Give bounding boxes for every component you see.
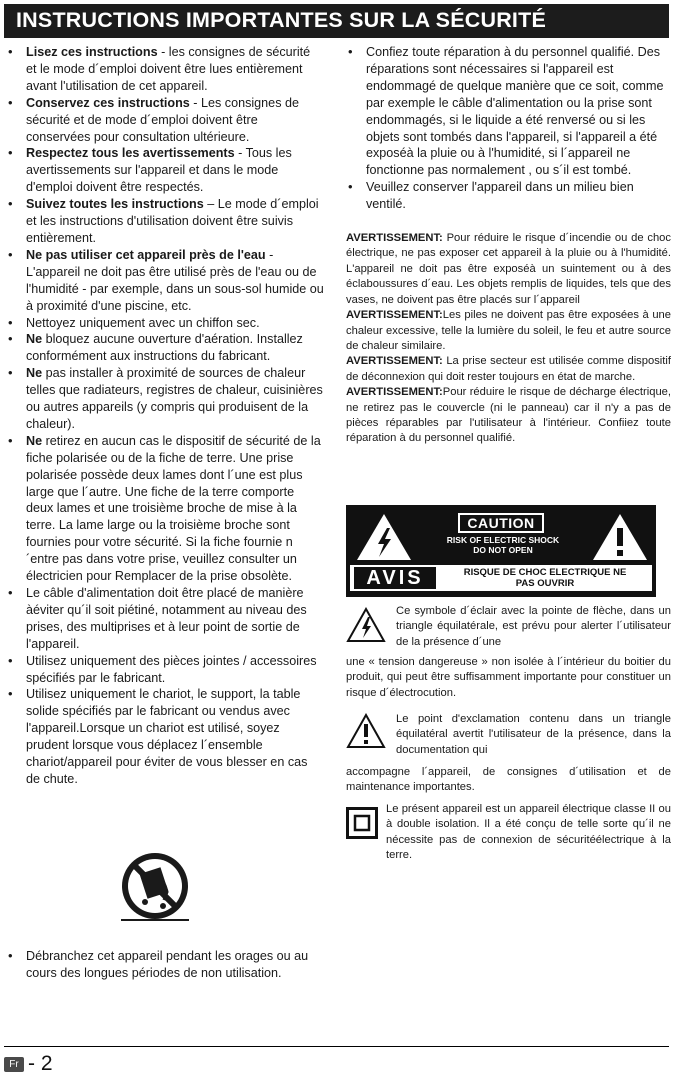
lightning-triangle-icon (354, 511, 414, 563)
caution-label (346, 505, 656, 597)
list-item: • Nettoyez uniquement avec un chiffon sec. (6, 315, 324, 332)
list-item: • Le câble d'alimentation doit être placé de manière àéviter qu´il soit piétiné, notamment au niveau des prises, des multiprises et à leur point de sortie de l'appareil. (6, 585, 324, 653)
exclamation-triangle-icon (590, 511, 650, 563)
list-item: • Ne pas utiliser cet appareil près de l'eau - L'appareil ne doit pas être utilisé près de l'eau ou de l'humidité - par exemple, dans un sous-sol humide ou à proximité d'une piscine, etc. (6, 247, 324, 315)
page-header (4, 4, 669, 38)
caution-banner: CAUTION (458, 513, 544, 533)
list-item: • Respectez tous les avertissements - Tous les avertissements sur l'appareil et dans le mode d'emploi doivent être respectés. (6, 145, 324, 196)
exclamation-triangle-icon (346, 713, 386, 749)
left-column (6, 44, 324, 788)
avis-label: AVIS (354, 567, 436, 589)
list-item: • Confiez toute réparation à du personnel qualifié. Des réparations sont nécessaires si l'appareil est endommagé de quelque manière que ce soit, comme par exemple le câble d'alimentation ou la prise sont endommagés, si le liquide a été renversé ou si les objets sont tombés dans l'appareil, si l'appareil a été exposéà la pluie ou à l'humidité, si l´appareil ne fonctionne pas normalement , ou s´il est tombé. (346, 44, 671, 179)
page-title: INSTRUCTIONS IMPORTANTES SUR LA SÉCURITÉ (16, 8, 546, 32)
warning-paragraph: AVERTISSEMENT: Pour réduire le risque d´incendie ou de choc électrique, ne pas exposer cet appareil à la pluie ou à l'humidité. L'appareil ne doit pas être exposéà un suintement ou à des éclaboussures d´eau. Les objets remplis de liquides, tels que des vases, ne doivent pas être placés sur l´appareil (346, 232, 671, 306)
page-number: - 2 (28, 1052, 53, 1075)
risk-text: RISK OF ELECTRIC SHOCK DO NOT OPEN (446, 535, 560, 555)
list-item: • Ne bloquez aucune ouverture d'aération. Installez conformément aux instructions du fabricant. (6, 331, 324, 365)
right-column (346, 44, 671, 447)
warning-paragraph: AVERTISSEMENT: La prise secteur est utilisée comme dispositif de déconnexion qui doit rester toujours en état de marche. (346, 355, 671, 383)
list-item: • Ne retirez en aucun cas le dispositif de sécurité de la fiche polarisée ou de la fiche de terre. Une prise polarisée possède deux lames dont l´une est plus large que l´autre. Une fiche de la terre comporte deux lames et une troisième broche de mise à la terre. La lame large ou la troisième broche sont fournies pour votre sécurité. Si la fiche fournie n´entre pas dans votre prise, veuillez consulter un électricien pour Remplacer de la prise obsolète. (6, 433, 324, 585)
warning-paragraph: AVERTISSEMENT:Les piles ne doivent pas être exposées à une chaleur excessive, telle la lumière du soleil, le feu et autre source de chaleur similaire. (346, 309, 671, 352)
right-safety-list (346, 44, 671, 213)
double-square-icon (346, 807, 378, 839)
lightning-explanation-cont: une « tension dangereuse » non isolée à l´intérieur du boitier du produit, qui peut être suffisamment importante pour constituer un risque d´électrocution. (346, 656, 671, 699)
list-item: • Suivez toutes les instructions – Le mode d´emploi et les instructions d'utilisation doivent être suivis entièrement. (6, 196, 324, 247)
list-item: • Ne pas installer à proximité de sources de chaleur telles que radiateurs, registres de chaleur, cuisinières ou autres appareils (y compris qui produisent de la chaleur). (6, 365, 324, 433)
exclamation-explanation-cont: accompagne l´appareil, de consignes d´utilisation et de maintenance importantes. (346, 766, 671, 794)
bottom-list (6, 948, 324, 982)
lightning-triangle-icon (346, 607, 386, 643)
language-badge: Fr (4, 1057, 24, 1072)
list-item: • Veuillez conserver l'appareil dans un milieu bien ventilé. (346, 179, 671, 213)
cart-tipover-icon (115, 848, 195, 924)
exclamation-explanation: Le point d'exclamation contenu dans un triangle équilatéral avertit l'utilisateur de la présence, dans la documentation qui (396, 713, 671, 756)
list-item: • Utilisez uniquement le chariot, le support, la table solide spécifiés par le fabricant ou vendus avec l'appareil.Lorsque un chariot est utilisé, soyez prudent lorsque vous déplacez l´ensemble chariot/appareil pour éviter de vous blesser en cas de chute. (6, 686, 324, 787)
footer-divider (4, 1046, 669, 1047)
warnings-block (346, 231, 671, 447)
list-item: • Débranchez cet appareil pendant les orages ou au cours des longues périodes de non utilisation. (6, 948, 324, 982)
list-item: • Conservez ces instructions - Les consignes de sécurité et de mode d´emploi doivent être conservées pour consultation ultérieure. (6, 95, 324, 146)
safety-list (6, 44, 324, 788)
avis-text: RISQUE DE CHOC ELECTRIQUE NE PAS OUVRIR (463, 567, 627, 589)
list-item: • Lisez ces instructions - les consignes de sécurité et le mode d´emploi doivent être lues entièrement avant l'utilisation de cet appareil. (6, 44, 324, 95)
list-item: • Utilisez uniquement des pièces jointes / accessoires spécifiés par le fabricant. (6, 653, 324, 687)
warning-paragraph: AVERTISSEMENT:Pour réduire le risque de décharge électrique, ne retirez pas le couvercle (ni le panneau) car il n'y a pas de pièces réparables par l'utilisateur à l'intérieur. Confiiez toute réparation à du personnel qualifié. (346, 386, 671, 445)
double-insulation-explanation: Le présent appareil est un appareil électrique classe II ou à double isolation. Il a été conçu de telle sorte qu´il ne nécessite pas de connexion de sécuritéélectrique à la terre. (386, 803, 671, 862)
lightning-explanation: Ce symbole d´éclair avec la pointe de flèche, dans un triangle équilatérale, est prévu pour alerter l´utilisateur de la présence d´une (396, 605, 671, 648)
